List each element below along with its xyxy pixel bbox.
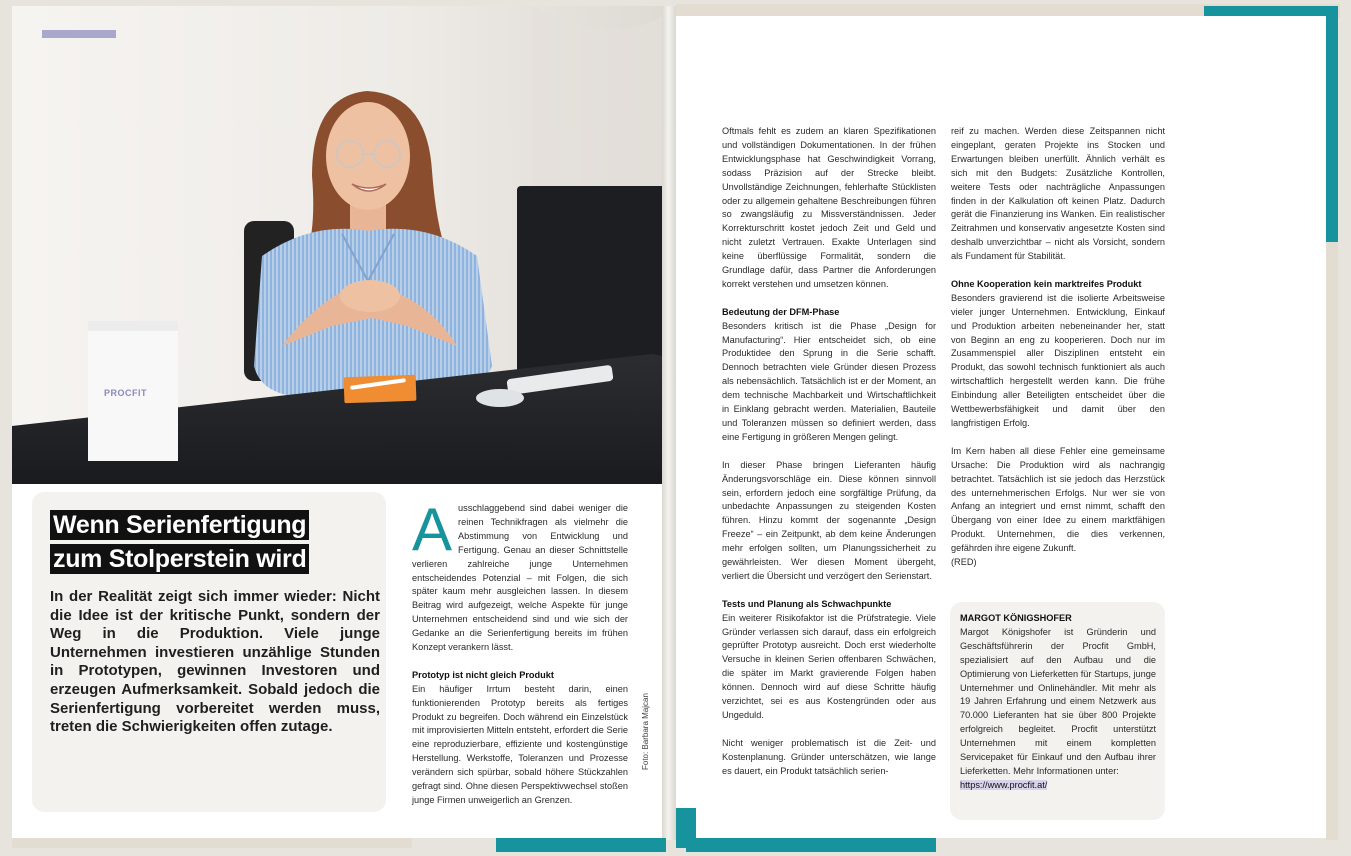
bio-author-name: MARGOT KÖNIGSHOFER (960, 613, 1072, 623)
section-text-tests: Ein weiterer Risikofaktor ist die Prüfstrategie. Viele Gründer verlassen sich darauf, dass ein erfolgreich geprüfter Prototyp ausreicht. Doch erst wiederholte Versuche in kleinen Serien offenbaren Schwächen, die später im Markt gravierende Folgen haben können. Dennoch wird auf diese Schritte häufig verzichtet, sei es aus Kostengründen oder aus Ungeduld. (722, 612, 936, 721)
drop-cap: A (412, 496, 453, 563)
teal-bar-bottom-center (686, 838, 936, 852)
column-2 (722, 125, 936, 792)
section-text-dfm: Besonders kritisch ist die Phase „Design for Manufacturing“. Hier entscheidet sich, ob eine Produktidee den Sprung in die Serie schafft. Dennoch betrachten viele Gründer diesen Prozess als nebensächlich. Tatsächlich ist er der Moment, an dem technische Machbarkeit und Wirtschaftlichkeit in Einklang gebracht werden. Materialien, Bauteile und Toleranzen müssen so definiert werden, dass eine Fertigung in größeren Mengen gelingt. (722, 320, 936, 442)
teal-bar-bottom-left (496, 838, 666, 852)
col3-paragraph-3: Im Kern haben all diese Fehler eine gemeinsame Ursache: Die Produktion wird als nachrangig betrachtet. Tatsächlich ist sie jedoch das Herzstück des unternehmerischen Erfolgs. Nur wer sie von Anfang an integriert und ernst nimmt, schafft den Übergang von einer Idee zu einem marktfähigen Produkt. Unternehmen, die dies verkennen, gefährden ihre eigene Zukunft. (951, 445, 1165, 554)
beige-bar-right-edge (1326, 242, 1338, 840)
beige-bar-bottom-left (12, 838, 412, 848)
signoff: (RED) (951, 557, 977, 568)
portrait-photo (12, 6, 662, 484)
article-lead: In der Realität zeigt sich immer wieder: Nicht die Idee ist der kritische Punkt, sondern der Weg in die Produktion. Viele junge Unternehmen investieren unzählige Stunden in Prototypen, gewinnen Investoren und erzeugen Aufmerksamkeit. Sobald jedoch die Serienfertigung vorbereitet werden muss, treten die Schwierigkeiten offen zutage. (50, 588, 380, 736)
col2-paragraph-1: Oftmals fehlt es zudem an klaren Spezifikationen und vollständigen Dokumentationen. In der frühen Entwicklungsphase hat Geschwindigkeit Vorrang, sodass Präzision auf der Strecke bleibt. Unvollständige Zeichnungen, fehlerhafte Stücklisten oder zu allgemein gehaltene Beschreibungen führen so zwangsläufig zu Missverständnissen. Jeder Korrekturschritt kostet jedoch Zeit und Geld und nicht zuletzt Vertrauen. Exakte Unterlagen sind keine überflüssige Formalität, sondern die Grundlage dafür, dass Partner die Anforderungen korrekt verstehen und umsetzen können. (722, 126, 936, 289)
section-heading-kooperation: Ohne Kooperation kein marktreifes Produkt (951, 278, 1142, 289)
page-gutter (662, 6, 676, 840)
bio-text-block (960, 612, 1156, 793)
bio-website-link[interactable]: https://www.procfit.at/ (960, 779, 1048, 790)
section-text-kooperation: Besonders gravierend ist die isolierte Arbeitsweise vieler junger Unternehmen. Entwicklung, Einkauf und Produktion arbeiten nebeneinander her, statt von Beginn an eng zu kooperieren. Doch nur im Zusammenspiel aller Disziplinen entsteht ein Produkt, das sowohl technisch funktioniert als auch wirtschaftlich hergestellt werden kann. Die frühe Einbindung aller Beteiligten entscheidet über die Wettbewerbsfähigkeit und damit über den langfristigen Erfolg. (951, 292, 1165, 429)
headline-line-2: zum Stolperstein wird (50, 544, 309, 574)
column-3 (951, 125, 1165, 584)
section-heading-tests: Tests und Planung als Schwachpunkte (722, 598, 892, 609)
portrait-illustration (12, 6, 662, 484)
col2-paragraph-5: Nicht weniger problematisch ist die Zeit- und Kostenplanung. Gründer unterschätzen, wie lange es dauert, ein Produkt tatsächlich serien- (722, 737, 936, 776)
photo-credit: Foto: Barbara Majcan (641, 693, 650, 770)
section-heading-dfm: Bedeutung der DFM-Phase (722, 306, 840, 317)
col2-paragraph-3: In dieser Phase bringen Lieferanten häufig Änderungsvorschläge ein. Diese können sinnvoll sein, erfordern jedoch eine sorgfältige Prüfung, da unbedachte Anpassungen zu steigenden Kosten führen. Hinzu kommt der sogenannte „Design Freeze“ – ein Zeitpunkt, ab dem keine Änderungen mehr erfolgen sollten, um Planungssicherheit zu gewährleisten. Wer diesen Moment übergeht, verliert die Übersicht und verzögert den Serienstart. (722, 459, 936, 581)
teal-bar-right-edge (1324, 6, 1338, 242)
col3-paragraph-1: reif zu machen. Werden diese Zeitspannen nicht eingeplant, geraten Projekte ins Stocken und Erwartungen bleiben unerfüllt. Ähnlich verhält es sich mit den Budgets: Zusätzliche Kontrollen, weitere Tests oder nachträgliche Anpassungen finden in der Kalkulation oft keinen Platz. Dadurch gerät die Finanzierung ins Wanken. Ein realistischer Zeitrahmen und konservativ angesetzte Kosten sind deshalb unverzichtbar – nicht als Vorsicht, sondern als Fundament für Stabilität. (951, 126, 1165, 262)
procfit-logo-box-label: PROCFIT (104, 388, 147, 398)
article-headline (50, 510, 380, 578)
column-1 (412, 496, 628, 808)
section-heading-prototyp: Prototyp ist nicht gleich Produkt (412, 669, 554, 680)
bio-description: Margot Königshofer ist Gründerin und Geschäftsführerin der Procfit GmbH, spezialisiert auf den Aufbau und die Optimierung von Lieferketten für Startups, junge Unternehmer und Onlinehändler. Mit mehr als 19 Jahren Erfahrung und einem Netzwerk aus 70.000 Lieferanten hat sie über 800 Projekte erfolgreich begleitet. Procfit unterstützt Unternehmen mit einem kompletten Servicepaket für Einkauf und den Aufbau ihrer Lieferketten. Mehr Informationen unter: (960, 626, 1156, 776)
section-text-prototyp: Ein häufiger Irrtum besteht darin, einen funktionierenden Prototyp bereits als fertiges Produkt zu begreifen. Doch während ein Einzelstück mit improvisierten Mitteln entsteht, erfordert die Serie eine reproduzierbare, effiziente und kostengünstige Herstellung. Werkstoffe, Toleranzen und Prozesse verändern sich spürbar, sobald höhere Stückzahlen gefragt sind. Ohne diesen Perspektivwechsel stoßen junge Firmen unweigerlich an Grenzen. (412, 683, 628, 806)
lavender-accent-bar (42, 30, 116, 38)
intro-paragraph: usschlaggebend sind dabei weniger die reinen Technikfragen als vielmehr die Abstimmung von Entwicklung und Fertigung. Genau an dieser Schnittstelle verlieren zahlreiche junge Unternehmen entscheidendes Potenzial – mit Folgen, die sich später kaum mehr ausgleichen lassen. In diesem Beitrag wird aufgezeigt, welche Aspekte für junge Unternehmen entscheidend sind und wie sich der Gedanke an die Serienfertigung bereits im frühen Konzept verankern lässt. (412, 503, 628, 653)
headline-line-1: Wenn Serienfertigung (50, 510, 309, 540)
